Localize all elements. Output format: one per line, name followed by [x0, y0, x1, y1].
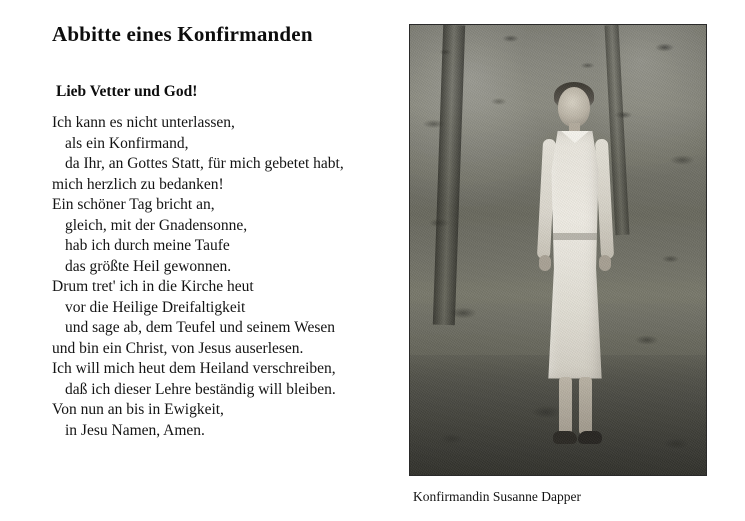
poem-line: vor die Heilige Dreifaltigkeit: [65, 298, 246, 316]
poem-line: daß ich dieser Lehre beständig will bleiben.: [65, 380, 336, 398]
poem-line: in Jesu Namen, Amen.: [65, 421, 205, 439]
photo-block: [409, 24, 705, 505]
poem-line: mich herzlich zu bedanken!: [52, 175, 224, 193]
poem-line: Ich kann es nicht unterlassen,: [52, 114, 235, 131]
poem-line: hab ich durch meine Taufe: [65, 237, 230, 254]
poem-line: gleich, mit der Gnadensonne,: [65, 216, 248, 234]
poem-line: da Ihr, an Gottes Statt, für mich gebetet habt,: [65, 155, 344, 172]
photo-caption: Konfirmandin Susanne Dapper: [413, 489, 581, 504]
poem-body: [52, 113, 402, 441]
salutation: Lieb Vetter und God!: [56, 83, 198, 100]
poem-line: als ein Konfirmand,: [65, 134, 189, 152]
poem-line: Ich will mich heut dem Heiland verschreiben,: [52, 360, 336, 377]
poem-line: und sage ab, dem Teufel und seinem Wesen: [65, 319, 335, 336]
photo-grain: [410, 25, 706, 475]
page-title: Abbitte eines Konfirmanden: [52, 22, 313, 46]
photograph: [409, 24, 707, 476]
poem-line: und bin ein Christ, von Jesus auserlesen.: [52, 339, 304, 357]
poem-line: Von nun an bis in Ewigkeit,: [52, 401, 224, 418]
poem-line: Drum tret' ich in die Kirche heut: [52, 278, 254, 295]
poem-line: Ein schöner Tag bricht an,: [52, 196, 215, 213]
poem-line: das größte Heil gewonnen.: [65, 257, 232, 275]
text-column: [52, 22, 402, 441]
